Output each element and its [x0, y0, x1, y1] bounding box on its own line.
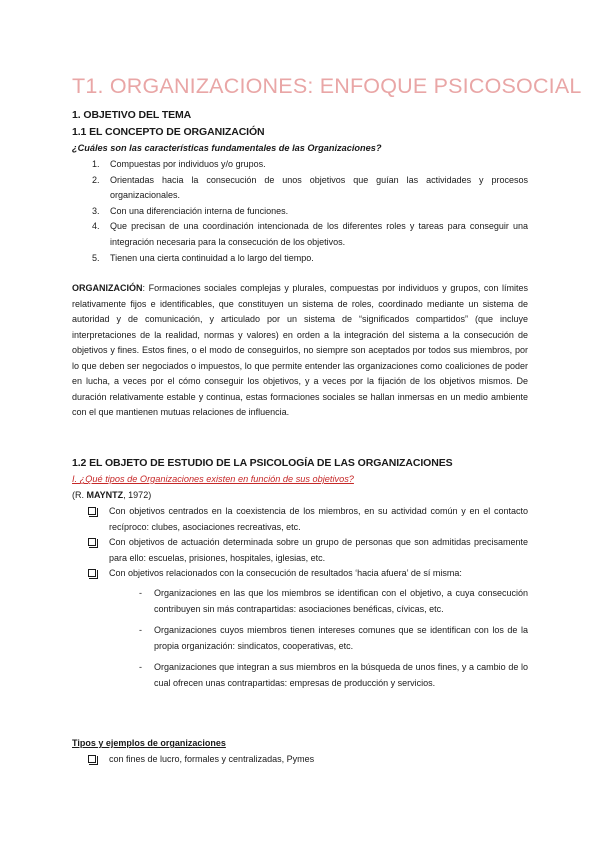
sub-list: [109, 586, 528, 692]
sub-list-item-text: Organizaciones cuyos miembros tienen intereses comunes que se identifican con los de la propia organización: sindicatos, cooperativas, etc.: [154, 625, 528, 651]
checkbox-bullet-icon: [88, 538, 96, 546]
list-item: [88, 535, 528, 566]
list-number: 2.: [92, 174, 100, 185]
citation-open: (R.: [72, 490, 87, 500]
citation: [72, 490, 151, 500]
list-item: [88, 566, 528, 691]
list-item: [72, 204, 528, 220]
citation-author: MAYNTZ: [86, 490, 124, 500]
list-item-text: Con objetivos centrados en la coexistencia de los miembros, en su actividad común y en el contacto recíproco: clubes, asociaciones recreativas, etc.: [109, 506, 528, 532]
list-item-text: Orientadas hacia la consecución de unos objetivos que guían las actividades y procesos organizacionales.: [110, 174, 528, 201]
list-number: 5.: [92, 252, 100, 263]
list-item-text: Con objetivos relacionados con la consecución de resultados ‘hacia afuera’ de sí misma:: [109, 568, 462, 579]
subsection-heading-concepto: 1.1 EL CONCEPTO DE ORGANIZACIÓN: [72, 126, 265, 138]
sub-list-item-text: Organizaciones en las que los miembros se identifican con el objetivo, a cuya consecución contribuyen sin más contrapartidas: asociaciones benéficas, cívicas, etc.: [154, 587, 528, 614]
sub-list-item: [109, 623, 528, 654]
list-item: [72, 219, 528, 250]
dash-bullet: -: [139, 625, 142, 636]
dash-bullet: -: [139, 587, 142, 598]
list-item: [72, 251, 528, 267]
sub-list-item-text: Organizaciones que integran a sus miembros en la búsqueda de unos fines, y a cambio de lo cual ofrecen unas contrapartidas: empresas de producción y servicios.: [154, 662, 528, 688]
list-item-text: Con una diferenciación interna de funciones.: [110, 205, 289, 216]
question-caracteristicas: ¿Cuáles son las características fundamentales de las Organizaciones?: [72, 143, 382, 153]
list-item-text: Que precisan de una coordinación intencionada de los diferentes roles y tareas para conseguir una integración necesaria para la consecución de los objetivos.: [110, 221, 528, 247]
question-tipos: I. ¿Qué tipos de Organizaciones existen en función de sus objetivos?: [72, 474, 354, 484]
list-item-text: Compuestas por individuos y/o grupos.: [110, 159, 266, 169]
checkbox-bullet-icon: [88, 755, 96, 763]
page-title: T1. ORGANIZACIONES: ENFOQUE PSICOSOCIAL: [72, 74, 582, 98]
tipos-heading: Tipos y ejemplos de organizaciones: [72, 738, 226, 748]
dash-bullet: -: [139, 662, 142, 673]
tipos-list: [88, 752, 528, 768]
checkbox-bullet-icon: [88, 569, 96, 577]
org-types-list: [88, 504, 528, 698]
list-item-text: con fines de lucro, formales y centralizadas, Pymes: [109, 754, 315, 764]
list-item: [88, 504, 528, 535]
definition-text: : Formaciones sociales complejas y plurales, compuestas por individuos y grupos, con límites relativamente fijos e identificables, que constituyen un sistema de roles, coordinado mediante un sistema de autoridad y de comunicación, y articulado por un sistema de “significados compartidos” (que incluye interpretaciones de la realidad, normas y valores) en orden a la integración del sistema a la consecución de objetivos y fines. Estos fines, o el modo de conseguirlos, no siempre son aceptados por todos sus miembros, por lo que deben ser negociados o impuestos, lo que permite entender las organizaciones como coaliciones de poder en lucha, a veces por el cómo conseguir los objetivos, y a veces por la fijación de los objetivos mismos. De duración relativamente estable y continua, estas formaciones sociales se hallan inmersas en un medio ambiente con el que mantienen mutuas relaciones de influencia.: [72, 283, 528, 418]
section-heading-objetivo: 1. OBJETIVO DEL TEMA: [72, 109, 192, 121]
list-item: [72, 173, 528, 204]
list-number: 1.: [92, 159, 100, 169]
sub-list-item: [109, 660, 528, 691]
definition-term: ORGANIZACIÓN: [72, 283, 143, 293]
sub-list-item: [109, 586, 528, 617]
checkbox-bullet-icon: [88, 507, 96, 515]
definition-paragraph: [72, 281, 528, 421]
list-item: [72, 157, 528, 173]
list-number: 3.: [92, 205, 100, 216]
list-number: 4.: [92, 221, 100, 232]
list-item-text: Con objetivos de actuación determinada sobre un grupo de personas que son admitidas precisamente para ello: escuelas, prisiones, hospitales, iglesias, etc.: [109, 537, 528, 563]
characteristics-list: [72, 157, 528, 266]
list-item-text: Tienen una cierta continuidad a lo largo del tiempo.: [110, 252, 314, 263]
list-item: [88, 752, 528, 768]
subsection-heading-objeto: 1.2 EL OBJETO DE ESTUDIO DE LA PSICOLOGÍA DE LAS ORGANIZACIONES: [72, 457, 453, 469]
citation-year: , 1972): [123, 490, 152, 500]
